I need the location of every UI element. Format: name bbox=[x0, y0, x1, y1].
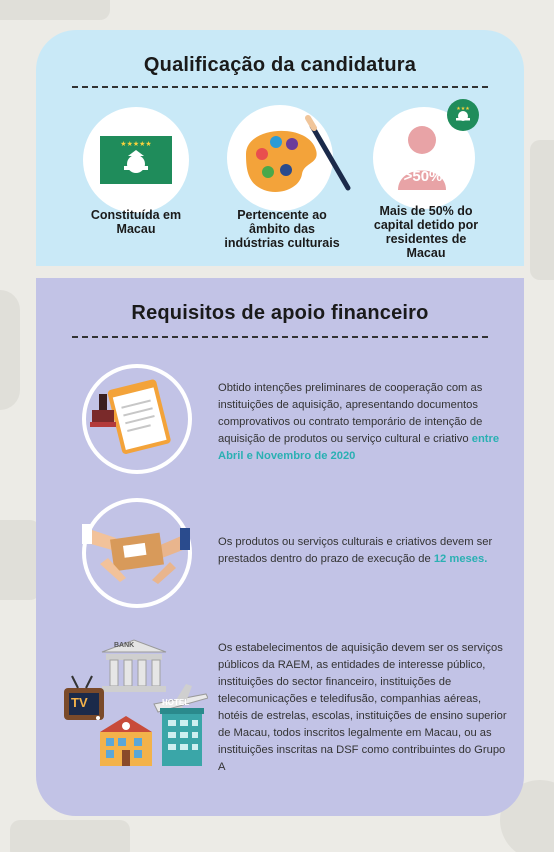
paint-palette-icon bbox=[224, 104, 354, 214]
bank-label: BANK bbox=[114, 642, 135, 649]
macau-flag-circle bbox=[86, 110, 186, 210]
requirements-title: Requisitos de apoio financeiro bbox=[131, 302, 429, 324]
requirement-text-2: Os produtos ou serviços culturais e criativos devem ser prestados dentro do prazo de execução de 12 meses. bbox=[218, 536, 493, 565]
requirement-highlight-2: 12 meses. bbox=[433, 553, 488, 565]
qualification-label-2: Pertencente ao âmbito das indústrias culturais bbox=[224, 208, 340, 250]
macau-flag-icon bbox=[86, 110, 186, 210]
package-delivery-icon bbox=[82, 498, 192, 608]
title-divider bbox=[72, 336, 488, 338]
palette-circle bbox=[230, 108, 330, 208]
qualification-title: Qualificação da candidatura bbox=[143, 54, 417, 76]
svg-text:★★★: ★★★ bbox=[456, 106, 470, 112]
contract-circle bbox=[82, 364, 192, 474]
institutions-illustration bbox=[58, 628, 208, 768]
qualification-label-1: Constituída em Macau bbox=[90, 208, 182, 236]
requirement-text-1: Obtido intenções preliminares de cooperação com as instituições de aquisição, apresentando documentos comprovativos ou contrato temporário de intenção de aquisição de produtos ou serviço cultural e criativo entre Abril e Novembro de 2020 bbox=[218, 382, 500, 462]
svg-text:★★★★★: ★★★★★ bbox=[120, 141, 152, 148]
qualification-panel bbox=[36, 30, 524, 266]
contract-stamp-icon bbox=[78, 364, 188, 474]
requirement-highlight-1: entre Abril e Novembro de 2020 bbox=[218, 433, 500, 462]
macau-emblem-badge-icon bbox=[446, 98, 480, 132]
requirements-panel bbox=[36, 278, 524, 816]
percent-badge: >50% bbox=[403, 168, 443, 185]
title-divider bbox=[72, 86, 488, 88]
resident-circle bbox=[376, 106, 472, 206]
qualification-label-3: Mais de 50% do capital detido por residentes de Macau bbox=[373, 204, 479, 260]
hotel-label: HOTEL bbox=[162, 698, 190, 707]
requirement-text-3: Os estabelecimentos de aquisição devem ser os serviços públicos da RAEM, as entidades de interesse público, instituições do sector financeiro, instituições de telecomunicações e teledifusão, companhias aéreas, hotéis de estrelas, escolas, instituições de ensino superior de Macau, todos inscritos legalmente em Macau, ou as instituições inscritas na DSF como contribuintes do Grupo A bbox=[218, 642, 507, 773]
delivery-circle bbox=[82, 498, 192, 608]
tv-label: TV bbox=[71, 695, 88, 710]
